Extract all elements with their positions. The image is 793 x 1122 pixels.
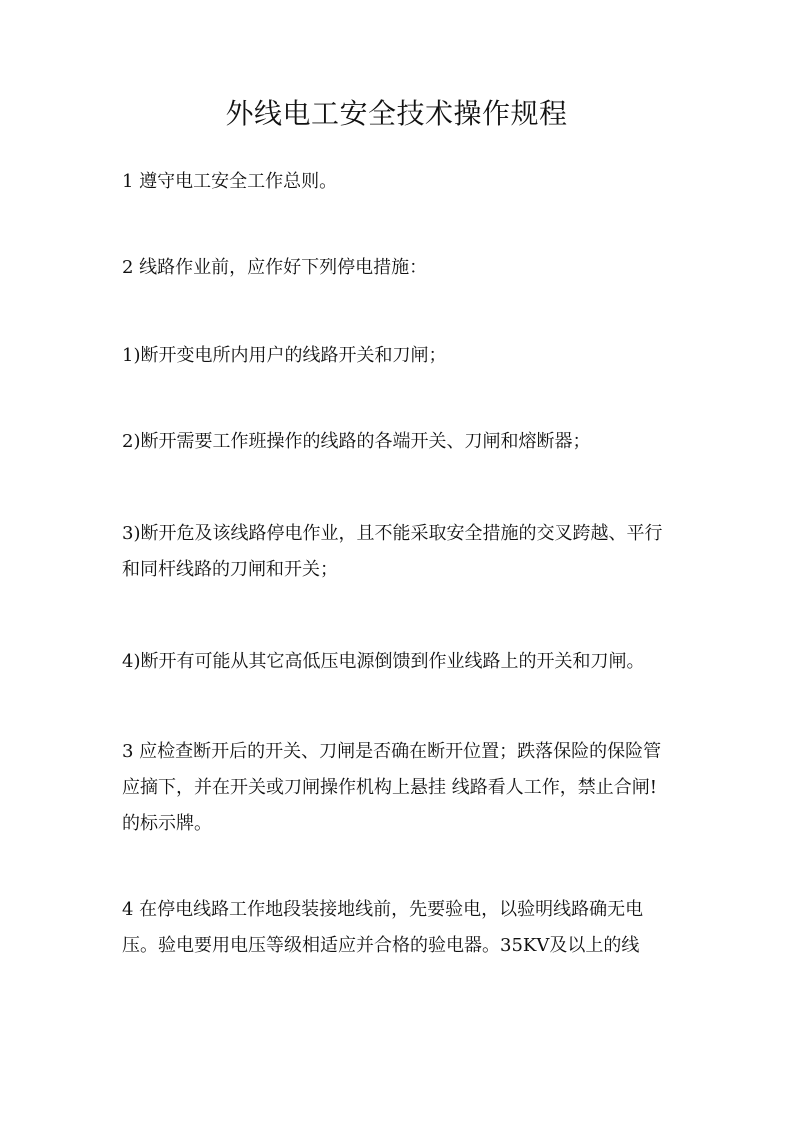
paragraph-3: 1)断开变电所内用户的线路开关和刀闸；: [122, 345, 447, 366]
paragraph-6: 4)断开有可能从其它高低压电源倒馈到作业线路上的开关和刀闸。: [122, 651, 645, 672]
paragraph-4: 2)断开需要工作班操作的线路的各端开关、刀闸和熔断器；: [122, 431, 591, 452]
paragraph-5: 3)断开危及该线路停电作业，且不能采取安全措施的交叉跨越、平行和同杆线路的刀闸和开关；: [122, 523, 663, 580]
paragraph-2: 2 线路作业前，应作好下列停电措施：: [122, 257, 428, 278]
paragraph-1: 1 遵守电工安全工作总则。: [122, 171, 338, 192]
document-title: 外线电工安全技术操作规程: [225, 97, 568, 130]
paragraph-7: 3 应检查断开后的开关、刀闸是否确在断开位置；跌落保险的保险管应摘下，并在开关或刀闸操作机构上悬挂 线路看人工作，禁止合闸! 的标示牌。: [122, 741, 662, 834]
paragraph-8: 4 在停电线路工作地段装接地线前，先要验电，以验明线路确无电压。验电要用电压等级相适应并合格的验电器。35KV及以上的线: [122, 899, 644, 956]
